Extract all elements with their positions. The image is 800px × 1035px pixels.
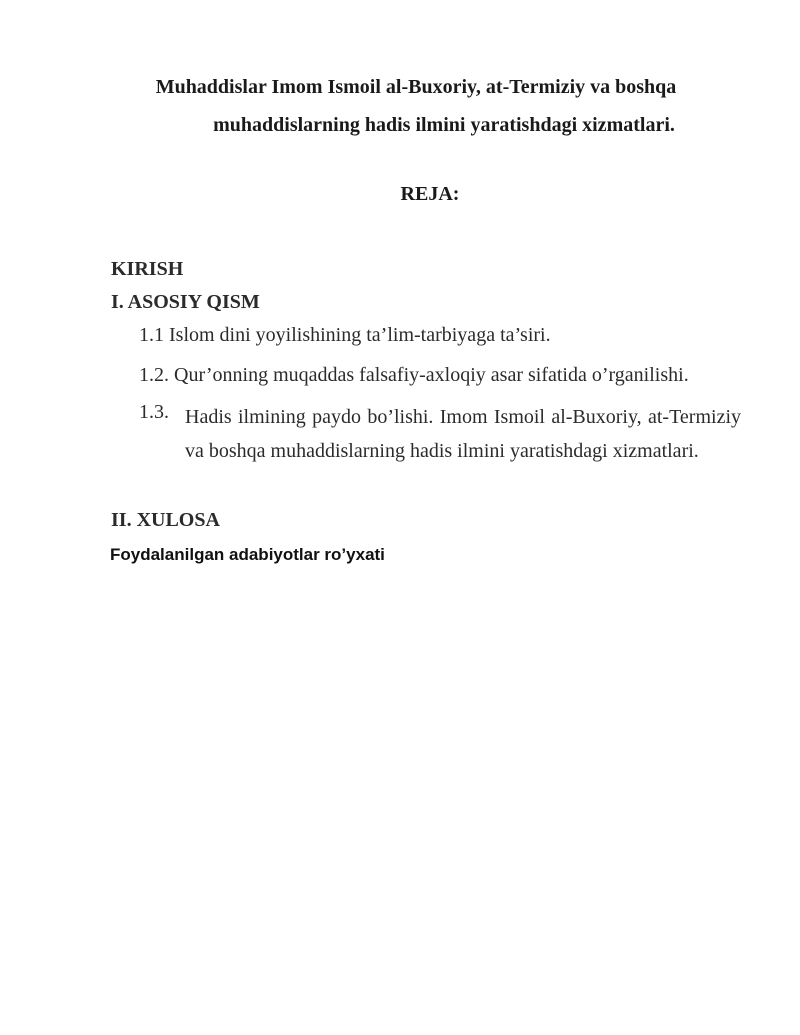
section-intro: KIRISH bbox=[111, 258, 184, 280]
references-heading: Foydalanilgan adabiyotlar ro’yxati bbox=[110, 545, 385, 564]
plan-item-1-3-number: 1.3. bbox=[139, 401, 169, 423]
section-main: I. ASOSIY QISM bbox=[111, 291, 260, 313]
plan-item-1-1: 1.1 Islom dini yoyilishining ta’lim-tarbiyaga ta’siri. bbox=[139, 324, 551, 346]
plan-item-1-3-text: Hadis ilmining paydo bo’lishi. Imom Ismoil al-Buxoriy, at-Termiziy va boshqa muhaddislarning hadis ilmini yaratishdagi xizmatlari. bbox=[185, 406, 741, 462]
document-title-line-1: Muhaddislar Imom Ismoil al-Buxoriy, at-Termiziy va boshqa bbox=[155, 76, 677, 98]
plan-item-1-2: 1.2. Qur’onning muqaddas falsafiy-axloqiy asar sifatida o’rganilishi. bbox=[139, 364, 689, 386]
document-title-line-2: muhaddislarning hadis ilmini yaratishdagi xizmatlari. bbox=[213, 114, 675, 136]
plan-heading: REJA: bbox=[400, 183, 460, 205]
section-conclusion: II. XULOSA bbox=[111, 509, 220, 531]
